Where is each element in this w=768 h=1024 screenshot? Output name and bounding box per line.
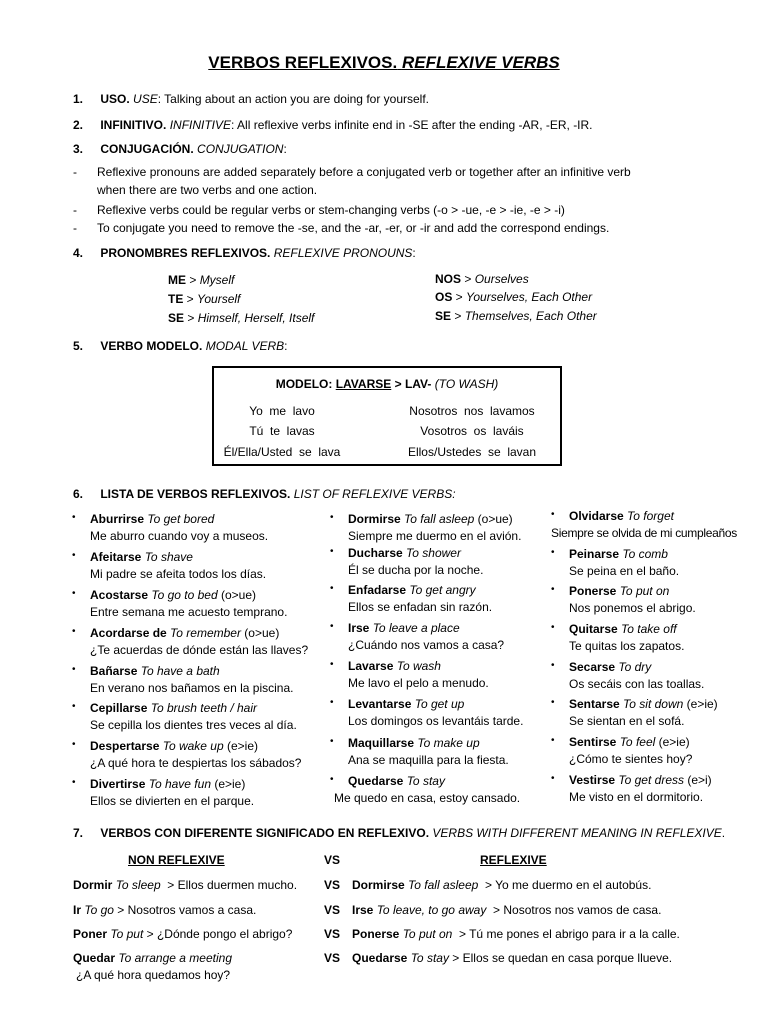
- verb-entry: [90, 701, 257, 715]
- verb-translation: To leave a place: [372, 621, 460, 635]
- reflexive-example: Ponerse To put on > Tú me pones el abrigo para ir a la calle.: [352, 927, 680, 941]
- verb-infinitive: Ponerse: [569, 584, 617, 598]
- verb-infinitive: Sentarse: [569, 697, 620, 711]
- example-sentence: Se cepilla los dientes tres veces al día.: [90, 718, 297, 732]
- stem-change: (o>ue): [240, 626, 280, 640]
- verb-entry: [90, 588, 256, 602]
- verb-infinitive: Secarse: [569, 660, 616, 674]
- example-sentence: Mi padre se afeita todos los días.: [90, 567, 267, 581]
- title-main: VERBOS REFLEXIVOS: [208, 53, 393, 72]
- bullet-icon: •: [72, 550, 76, 561]
- verb-translation: To get dress: [618, 773, 684, 787]
- bullet-icon: •: [551, 622, 555, 633]
- verb-infinitive: Olvidarse: [569, 509, 624, 523]
- pronoun-row: TE > Yourself: [168, 292, 241, 306]
- section-conjugacion-heading: 3. CONJUGACIÓN. CONJUGATION:: [73, 142, 287, 156]
- section-verbo-modelo-heading: 5. VERBO MODELO. MODAL VERB:: [73, 339, 288, 353]
- example-sentence: Te quitas los zapatos.: [569, 639, 685, 653]
- verb-entry: [569, 660, 651, 674]
- verb-entry: [348, 512, 513, 526]
- verb-entry: [569, 697, 718, 711]
- verb-entry: [348, 546, 461, 560]
- verb-translation: To have a bath: [140, 664, 220, 678]
- example-sentence: Me lavo el pelo a menudo.: [348, 676, 489, 690]
- non-reflexive-example: Dormir To sleep > Ellos duermen mucho.: [73, 878, 298, 892]
- vs-label: VS: [324, 951, 341, 965]
- bullet-icon: •: [330, 583, 334, 594]
- verb-infinitive: Cepillarse: [90, 701, 148, 715]
- example-sentence: Me quedo en casa, estoy cansado.: [334, 791, 521, 805]
- bullet-icon: •: [551, 735, 555, 746]
- conjugation-cell: Ellos/Ustedes se lavan: [407, 445, 537, 459]
- verb-translation: To brush teeth / hair: [150, 701, 258, 715]
- verb-translation: To fall asleep: [404, 512, 475, 526]
- example-sentence: Él se ducha por la noche.: [348, 563, 484, 577]
- stem-change: (e>ie): [211, 777, 246, 791]
- bullet-icon: •: [72, 777, 76, 788]
- section-infinitivo: 2. INFINITIVO. INFINITIVE: All reflexive verbs infinite end in -SE after the ending -AR, -ER, -IR.: [73, 118, 593, 132]
- verb-translation: To take off: [621, 622, 677, 636]
- bullet-icon: •: [72, 701, 76, 712]
- example-sentence: Entre semana me acuesto temprano.: [90, 605, 288, 619]
- verb-translation: To wake up: [162, 739, 224, 753]
- section-lista-heading: 6. LISTA DE VERBOS REFLEXIVOS. LIST OF REFLEXIVE VERBS:: [73, 487, 456, 501]
- verb-infinitive: Dormirse: [348, 512, 401, 526]
- verb-entry: [348, 621, 460, 635]
- verb-infinitive: Maquillarse: [348, 736, 415, 750]
- reflexive-example: Irse To leave, to go away > Nosotros nos vamos de casa.: [352, 903, 662, 917]
- verb-entry: [90, 626, 279, 640]
- model-verb-box: [212, 366, 562, 466]
- section-uso: 1. USO. USE: Talking about an action you are doing for yourself.: [73, 92, 430, 106]
- verb-translation: To dry: [618, 660, 652, 674]
- verb-infinitive: Divertirse: [90, 777, 146, 791]
- verb-infinitive: Levantarse: [348, 697, 412, 711]
- verb-infinitive: Vestirse: [569, 773, 616, 787]
- verb-entry: [90, 550, 193, 564]
- example-sentence: Se sientan en el sofá.: [569, 714, 685, 728]
- example-sentence: Ellos se divierten en el parque.: [90, 794, 255, 808]
- column-heading-non-reflexive: NON REFLEXIVE: [128, 853, 225, 867]
- bullet-icon: •: [551, 584, 555, 595]
- bullet-icon: •: [330, 546, 334, 557]
- non-reflexive-example: Quedar To arrange a meeting: [73, 951, 232, 965]
- bullet-icon: •: [72, 512, 76, 523]
- example-sentence: Nos ponemos el abrigo.: [569, 601, 696, 615]
- verb-translation: To get up: [414, 697, 465, 711]
- verb-infinitive: Despertarse: [90, 739, 160, 753]
- verb-infinitive: Acostarse: [90, 588, 149, 602]
- bullet-icon: •: [330, 621, 334, 632]
- bullet-icon: •: [330, 774, 334, 785]
- bullet-icon: •: [330, 697, 334, 708]
- stem-change: (e>ie): [655, 735, 690, 749]
- example-sentence: Ellos se enfadan sin razón.: [348, 600, 493, 614]
- verb-translation: To wash: [396, 659, 441, 673]
- verb-translation: To shave: [144, 550, 193, 564]
- verb-translation: To shower: [406, 546, 461, 560]
- example-sentence: ¿Cuándo nos vamos a casa?: [348, 638, 505, 652]
- verb-entry: [90, 777, 245, 791]
- verb-infinitive: Ducharse: [348, 546, 403, 560]
- verb-entry: [569, 773, 712, 787]
- bullet-icon: •: [72, 588, 76, 599]
- verb-entry: [569, 622, 677, 636]
- bullet-icon: •: [330, 512, 334, 523]
- conjugation-note: - Reflexive verbs could be regular verbs or stem-changing verbs (-o > -ue, -e > -ie, -e > -i): [73, 203, 565, 217]
- page-title: VERBOS REFLEXIVOS. REFLEXIVE VERBS: [208, 53, 560, 72]
- bullet-icon: •: [551, 547, 555, 558]
- bullet-icon: •: [330, 659, 334, 670]
- stem-change: (e>ie): [683, 697, 718, 711]
- verb-infinitive: Afeitarse: [90, 550, 142, 564]
- verb-entry: [348, 659, 441, 673]
- pronoun-row: SE > Himself, Herself, Itself: [168, 311, 315, 325]
- verb-entry: [348, 583, 476, 597]
- verb-infinitive: Lavarse: [348, 659, 394, 673]
- verb-translation: To forget: [627, 509, 674, 523]
- example-sentence: Siempre se olvida de mi cumpleaños: [551, 526, 737, 540]
- section-diferente-heading: 7. VERBOS CON DIFERENTE SIGNIFICADO EN REFLEXIVO. VERBS WITH DIFFERENT MEANING IN REFLEXIVE.: [73, 826, 726, 840]
- example-sentence: Me visto en el dormitorio.: [569, 790, 704, 804]
- verb-translation: To comb: [622, 547, 668, 561]
- vs-label: VS: [324, 878, 341, 892]
- example-sentence: Siempre me duermo en el avión.: [348, 529, 522, 543]
- reflexive-example: Quedarse To stay > Ellos se quedan en casa porque llueve.: [352, 951, 673, 965]
- verb-translation: To feel: [619, 735, 656, 749]
- non-reflexive-example: Poner To put > ¿Dónde pongo el abrigo?: [73, 927, 293, 941]
- pronoun-row: ME > Myself: [168, 273, 235, 287]
- stem-change: (o>ue): [217, 588, 257, 602]
- verb-infinitive: Irse: [348, 621, 370, 635]
- verb-entry: [90, 739, 258, 753]
- verb-translation: To remember: [170, 626, 241, 640]
- verb-translation: To get bored: [147, 512, 215, 526]
- verb-translation: To sit down: [623, 697, 684, 711]
- vs-label: VS: [324, 903, 341, 917]
- example-sentence: ¿Te acuerdas de dónde están las llaves?: [90, 643, 309, 657]
- section-pronombres-heading: 4. PRONOMBRES REFLEXIVOS. REFLEXIVE PRONOUNS:: [73, 246, 416, 260]
- bullet-icon: •: [551, 697, 555, 708]
- pronoun-row: OS > Yourselves, Each Other: [435, 290, 593, 304]
- verb-entry: [569, 547, 668, 561]
- verb-infinitive: Aburrirse: [90, 512, 145, 526]
- verb-entry: [348, 774, 445, 788]
- example-sentence: Me aburro cuando voy a museos.: [90, 529, 269, 543]
- verb-translation: To put on: [619, 584, 670, 598]
- conjugation-note-cont: when there are two verbs and one action.: [97, 183, 318, 197]
- verb-infinitive: Sentirse: [569, 735, 617, 749]
- bullet-icon: •: [551, 660, 555, 671]
- stem-change: (e>i): [684, 773, 712, 787]
- verb-entry: [569, 584, 669, 598]
- column-heading-vs: VS: [324, 853, 341, 867]
- column-heading-reflexive: REFLEXIVE: [480, 853, 547, 867]
- example-sentence: Se peina en el baño.: [569, 564, 680, 578]
- pronoun-row: NOS > Ourselves: [435, 272, 529, 286]
- verb-entry: [348, 736, 480, 750]
- conjugation-cell: Él/Ella/Usted se lava: [223, 445, 341, 459]
- verb-infinitive: Acordarse de: [90, 626, 167, 640]
- verb-translation: To go to bed: [151, 588, 218, 602]
- non-reflexive-example: Ir To go > Nosotros vamos a casa.: [73, 903, 257, 917]
- bullet-icon: •: [72, 739, 76, 750]
- example-sentence: En verano nos bañamos en la piscina.: [90, 681, 294, 695]
- bullet-icon: •: [72, 626, 76, 637]
- conjugation-note: - Reflexive pronouns are added separately before a conjugated verb or together after an infinitive verb: [73, 165, 631, 179]
- reflexive-example: Dormirse To fall asleep > Yo me duermo en el autobús.: [352, 878, 652, 892]
- example-sentence: Os secáis con las toallas.: [569, 677, 705, 691]
- verb-entry: [569, 509, 674, 523]
- verb-infinitive: Enfadarse: [348, 583, 407, 597]
- bullet-icon: •: [551, 509, 555, 520]
- verb-infinitive: Peinarse: [569, 547, 620, 561]
- verb-translation: To make up: [417, 736, 480, 750]
- conjugation-cell: Nosotros nos lavamos: [409, 404, 535, 418]
- example-sentence: Ana se maquilla para la fiesta.: [348, 753, 509, 767]
- verb-infinitive: Quedarse: [348, 774, 404, 788]
- verb-entry: [90, 512, 214, 526]
- verb-entry: [90, 664, 220, 678]
- non-reflexive-example-cont: ¿A qué hora quedamos hoy?: [76, 968, 231, 982]
- bullet-icon: •: [72, 664, 76, 675]
- verb-translation: To have fun: [148, 777, 211, 791]
- bullet-icon: •: [551, 773, 555, 784]
- conjugation-note: - To conjugate you need to remove the -se, and the -ar, -er, or -ir and add the correspond endings.: [73, 221, 610, 235]
- verb-translation: To get angry: [409, 583, 476, 597]
- conjugation-cell: Vosotros os laváis: [420, 424, 524, 438]
- bullet-icon: •: [330, 736, 334, 747]
- stem-change: (o>ue): [474, 512, 513, 526]
- vs-label: VS: [324, 927, 341, 941]
- title-english: REFLEXIVE VERBS: [401, 53, 560, 72]
- verb-entry: [569, 735, 690, 749]
- stem-change: (e>ie): [223, 739, 259, 753]
- verb-infinitive: Bañarse: [90, 664, 138, 678]
- example-sentence: Los domingos os levantáis tarde.: [348, 714, 524, 728]
- pronoun-row: SE > Themselves, Each Other: [435, 309, 597, 323]
- example-sentence: ¿Cómo te sientes hoy?: [569, 752, 693, 766]
- example-sentence: ¿A qué hora te despiertas los sábados?: [90, 756, 302, 770]
- model-verb-title: MODELO: LAVARSE > LAV- (TO WASH): [275, 377, 499, 391]
- conjugation-cell: Tú te lavas: [249, 424, 315, 438]
- verb-entry: [348, 697, 464, 711]
- verb-translation: To stay: [406, 774, 445, 788]
- verb-infinitive: Quitarse: [569, 622, 618, 636]
- conjugation-cell: Yo me lavo: [249, 404, 315, 418]
